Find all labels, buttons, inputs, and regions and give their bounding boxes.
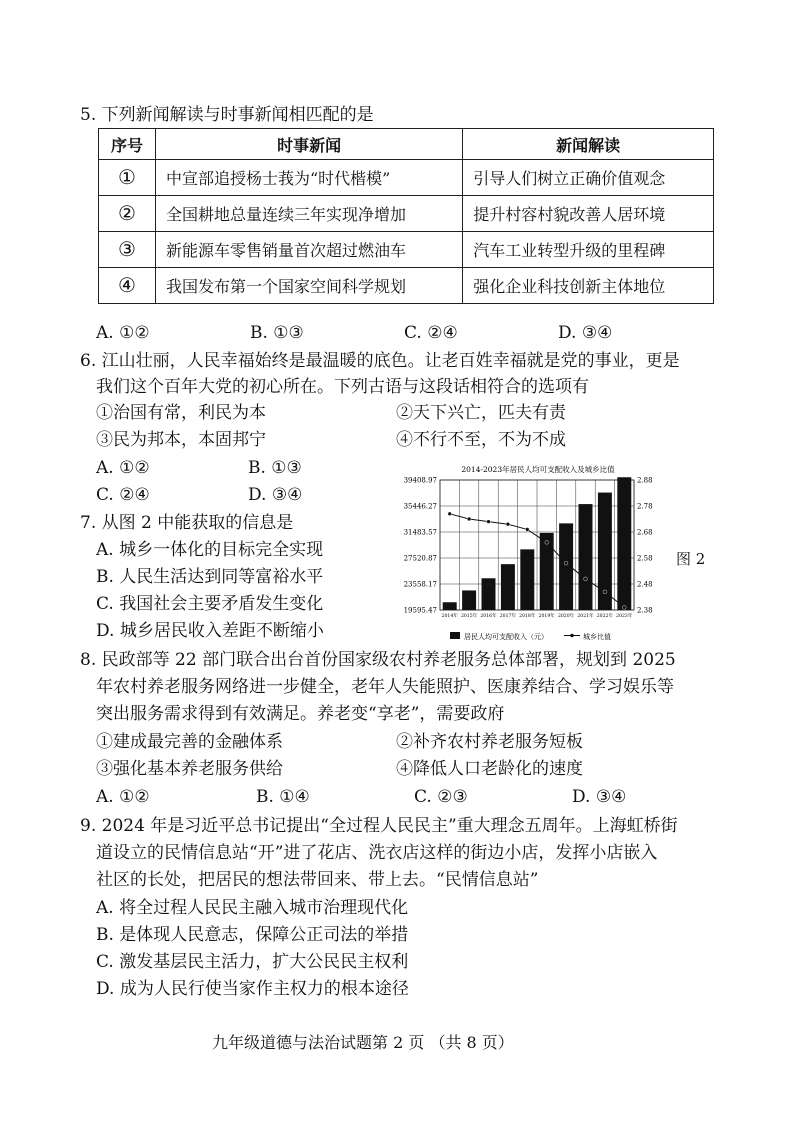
y-tick-left: 31483.57 xyxy=(403,528,437,537)
q7-stem: 7. 从图 2 中能获取的信息是 xyxy=(80,513,294,533)
chart-title: 2014-2023年居民人均可支配收入及城乡比值 xyxy=(461,465,615,474)
y-tick-right: 2.88 xyxy=(637,476,653,485)
q6-option-a: A. ①② xyxy=(96,458,150,478)
income-bar xyxy=(501,564,515,610)
ratio-point xyxy=(564,561,568,565)
row-number: ① xyxy=(118,164,136,189)
q9-stem-1: 9. 2024 年是习近平总书记提出“全过程人民民主”重大理念五周年。上海虹桥街 xyxy=(80,816,678,836)
row-news: 全国耕地总量连续三年实现净增加 xyxy=(156,196,463,232)
y-tick-right: 2.58 xyxy=(637,554,653,563)
x-tick-label: 2023年 xyxy=(616,614,633,619)
row-number: ③ xyxy=(118,236,136,261)
table-row xyxy=(99,160,714,196)
y-tick-right: 2.38 xyxy=(637,606,653,615)
q9-option-c: C. 激发基层民主活力，扩大公民民主权利 xyxy=(96,952,409,972)
legend-bar-label: 居民人均可支配收入（元） xyxy=(464,633,548,641)
header-news: 时事新闻 xyxy=(156,129,463,160)
chart-legend xyxy=(450,632,611,641)
ratio-point xyxy=(448,512,452,516)
row-interp: 强化企业科技创新主体地位 xyxy=(463,268,714,304)
q6-item-2: ②天下兴亡，匹夫有责 xyxy=(396,403,566,423)
q9-stem-3: 社区的长处，把居民的想法带回来、带上去。“民情信息站” xyxy=(96,870,539,890)
legend-bar-swatch xyxy=(450,632,460,639)
table-row xyxy=(99,232,714,268)
q8-item-2: ②补齐农村养老服务短板 xyxy=(396,732,583,752)
y-tick-right: 2.68 xyxy=(637,528,653,537)
legend-line-marker xyxy=(570,634,574,638)
row-interp: 提升村容村貌改善人居环境 xyxy=(463,196,714,232)
q6-item-3: ③民为邦本，本固邦宁 xyxy=(96,430,266,450)
q5-option-c: C. ②④ xyxy=(404,323,458,343)
y-tick-right: 2.78 xyxy=(637,502,653,511)
q7-option-c: C. 我国社会主要矛盾发生变化 xyxy=(96,594,324,614)
y-tick-left: 39408.97 xyxy=(403,476,437,485)
x-tick-label: 2019年 xyxy=(538,614,555,619)
q8-option-a: A. ①② xyxy=(96,787,150,807)
ratio-point xyxy=(487,520,491,524)
q6-stem-1: 6. 江山壮丽，人民幸福始终是最温暖的底色。让老百姓幸福就是党的事业，更是 xyxy=(80,351,680,371)
news-table xyxy=(98,128,714,304)
x-tick-label: 2018年 xyxy=(519,614,536,619)
q6-item-4: ④不行不至，不为不成 xyxy=(396,430,566,450)
q8-option-c: C. ②③ xyxy=(414,787,468,807)
q8-stem-2: 年农村养老服务网络进一步健全，老年人失能照护、医康养结合、学习娱乐等 xyxy=(96,677,674,697)
header-no: 序号 xyxy=(99,129,156,160)
q9-stem-2: 道设立的民情信息站“开”进了花店、洗衣店这样的街边小店，发挥小店嵌入 xyxy=(96,843,658,863)
x-tick-label: 2014年 xyxy=(441,614,458,619)
ratio-point xyxy=(545,541,549,545)
q9-option-b: B. 是体现人民意志，保障公正司法的举措 xyxy=(96,925,409,945)
y-tick-left: 23558.17 xyxy=(403,580,437,589)
table-row xyxy=(99,268,714,304)
table-row xyxy=(99,196,714,232)
q6-option-b: B. ①③ xyxy=(248,458,302,478)
q6-stem-2: 我们这个百年大党的初心所在。下列古语与这段话相符合的选项有 xyxy=(96,377,589,397)
row-news: 我国发布第一个国家空间科学规划 xyxy=(156,268,463,304)
q7-option-d: D. 城乡居民收入差距不断缩小 xyxy=(96,621,324,641)
q8-option-d: D. ③④ xyxy=(572,787,627,807)
q8-item-3: ③强化基本养老服务供给 xyxy=(96,759,283,779)
q5-option-b: B. ①③ xyxy=(250,323,304,343)
x-tick-label: 2022年 xyxy=(596,614,614,619)
x-tick-label: 2015年 xyxy=(460,614,478,619)
row-interp: 汽车工业转型升级的里程碑 xyxy=(463,232,714,268)
x-tick-label: 2017年 xyxy=(499,614,517,619)
y-tick-left: 35446.27 xyxy=(403,502,437,511)
y-tick-left: 19595.47 xyxy=(403,606,437,615)
x-tick-label: 2021年 xyxy=(577,614,594,619)
ratio-point xyxy=(584,577,588,581)
q8-option-b: B. ①④ xyxy=(256,787,310,807)
income-bar xyxy=(617,477,631,610)
y-tick-right: 2.48 xyxy=(637,580,653,589)
ratio-point xyxy=(506,522,510,526)
row-news: 新能源车零售销量首次超过燃油车 xyxy=(156,232,463,268)
row-news: 中宣部追授杨士莪为“时代楷模” xyxy=(156,160,463,196)
header-interp: 新闻解读 xyxy=(463,129,714,160)
ratio-point xyxy=(525,528,529,532)
q9-option-d: D. 成为人民行使当家作主权力的根本途径 xyxy=(96,979,409,999)
q7-option-b: B. 人民生活达到同等富裕水平 xyxy=(96,567,324,587)
table-header-row xyxy=(99,129,714,160)
q8-stem-3: 突出服务需求得到有效满足。养老变“享老”，需要政府 xyxy=(96,704,505,724)
q8-item-1: ①建成最完善的金融体系 xyxy=(96,732,283,752)
x-tick-label: 2020年 xyxy=(557,614,575,619)
q9-option-a: A. 将全过程人民民主融入城市治理现代化 xyxy=(96,898,409,918)
ratio-point xyxy=(622,606,626,610)
q6-option-c: C. ②④ xyxy=(96,485,150,505)
page-footer: 九年级道德与法治试题第 2 页 （共 8 页） xyxy=(212,1033,514,1052)
q5-option-d: D. ③④ xyxy=(558,323,613,343)
row-number: ④ xyxy=(118,272,136,297)
q8-item-4: ④降低人口老龄化的速度 xyxy=(396,759,583,779)
q6-item-1: ①治国有常，利民为本 xyxy=(96,403,266,423)
ratio-point xyxy=(603,590,607,594)
income-chart xyxy=(388,462,688,648)
legend-line-label: 城乡比值 xyxy=(583,633,611,641)
ratio-point xyxy=(467,517,471,521)
income-bar xyxy=(520,549,534,610)
row-number: ② xyxy=(118,200,136,225)
q7-option-a: A. 城乡一体化的目标完全实现 xyxy=(96,540,324,560)
q5-stem: 5. 下列新闻解读与时事新闻相匹配的是 xyxy=(80,105,374,125)
income-bar xyxy=(579,504,593,610)
q6-option-d: D. ③④ xyxy=(248,485,303,505)
q8-stem-1: 8. 民政部等 22 部门联合出台首份国家级农村养老服务总体部署，规划到 2025 xyxy=(80,650,676,670)
income-bar xyxy=(462,590,476,610)
q5-option-a: A. ①② xyxy=(96,323,150,343)
x-tick-label: 2016年 xyxy=(480,614,497,619)
income-bar xyxy=(443,602,457,610)
y-tick-left: 27520.87 xyxy=(403,554,437,563)
row-interp: 引导人们树立正确价值观念 xyxy=(463,160,714,196)
income-bar xyxy=(482,578,496,610)
figure-label: 图 2 xyxy=(676,550,706,568)
